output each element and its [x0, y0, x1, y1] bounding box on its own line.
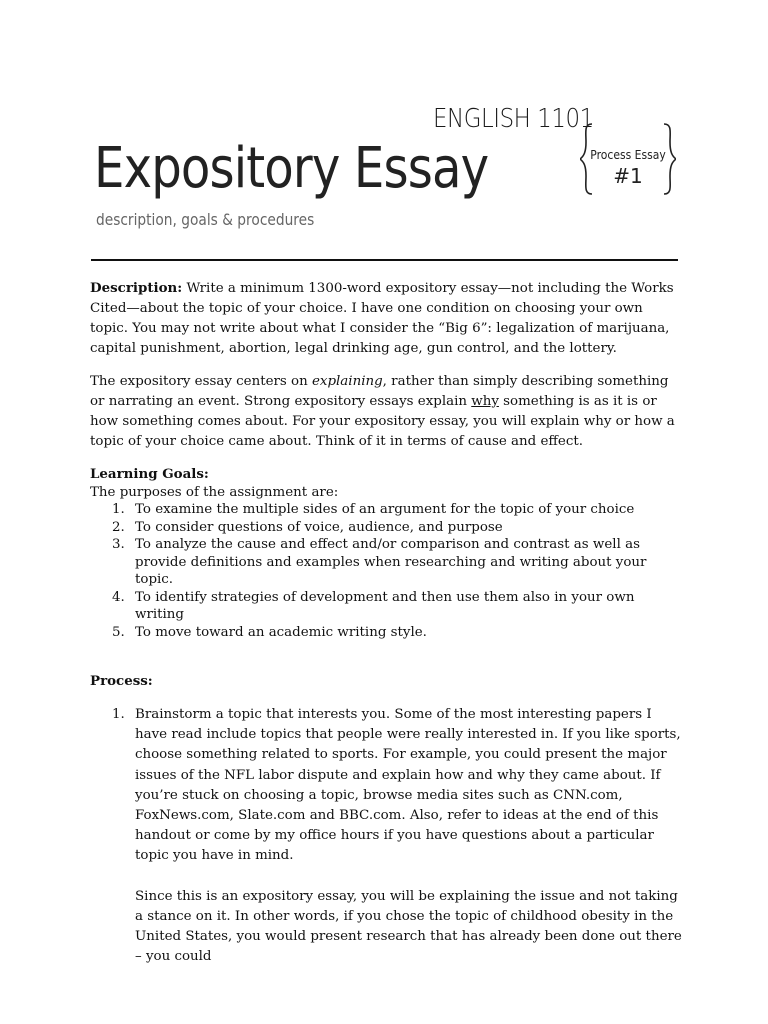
learning-goals-intro: The purposes of the assignment are: — [90, 485, 339, 500]
list-number: 1. — [112, 502, 125, 517]
process-step-text: Brainstorm a topic that interests you. Some of the most interesting papers I have read include topics that people were really interested in. If you like sports, choose something related to sports. For example, you could present the major issues of the NFL labor dispute and explain how and why they came about. If you’re stuck on choosing a topic, browse media sites such as CNN.com, FoxNews.com, Slate.com and BBC.com. Also, refer to ideas at the end of this handout or come by my office hours if you have questions about a particular topic you have in mind. — [135, 707, 681, 864]
list-item — [90, 536, 684, 589]
explaining-text-after: something is as it is or how something comes about. For your expository essay, you will explain why or how a topic of your choice came about. Think of it in terms of cause and effect. — [90, 394, 675, 449]
list-item — [90, 624, 684, 642]
list-item — [90, 589, 684, 624]
list-text: To analyze the cause and effect and/or comparison and contrast as well as provide definitions and examples when researching and writing about your topic. — [135, 537, 647, 587]
process-step-1 — [90, 705, 684, 867]
process-step-1-continued: Since this is an expository essay, you will be explaining the issue and not taking a stance on it. In other words, if you chose the topic of childhood obesity in the United States, you would present research that has already been done out there – you could — [135, 888, 682, 965]
badge-label: Process Essay — [590, 148, 666, 162]
badge-number: #1 — [613, 164, 643, 188]
explaining-text-before: The expository essay centers on — [90, 374, 312, 389]
explaining-text-middle: , rather than simply describing something or narrating an event. Strong expository essays explain — [90, 374, 669, 409]
process-step-number: 1. — [112, 707, 125, 722]
description-text: Write a minimum 1300-word expository essay—not including the Works Cited—about the topic of your choice. I have one condition on choosing your own topic. You may not write about what I consider the “Big 6”: legalization of marijuana, capital punishment, abortion, legal drinking age, gun control, and the lottery. — [90, 281, 674, 356]
course-label: ENGLISH 1101 — [433, 104, 594, 134]
list-text: To identify strategies of development and then use them also in your own writing — [135, 589, 635, 622]
learning-goals-heading: Learning Goals: — [90, 466, 209, 482]
list-item — [90, 519, 684, 537]
description-label: Description: — [90, 280, 183, 296]
list-number: 5. — [112, 624, 125, 640]
list-number: 4. — [112, 589, 125, 605]
list-text: To examine the multiple sides of an argument for the topic of your choice — [135, 502, 635, 517]
header-divider — [91, 259, 678, 261]
list-text: To consider questions of voice, audience, and purpose — [135, 519, 503, 535]
why-underlined: why — [471, 394, 499, 409]
explaining-emphasis: explaining — [311, 374, 383, 389]
page-subtitle: description, goals & procedures — [96, 210, 315, 229]
learning-goals-list — [90, 501, 684, 641]
list-number: 2. — [112, 519, 125, 535]
process-essay-badge — [580, 122, 676, 196]
list-number: 3. — [112, 537, 125, 552]
description-paragraph — [90, 278, 684, 359]
document-body — [90, 278, 684, 967]
list-item — [90, 501, 684, 519]
page-title: Expository Essay — [94, 136, 489, 201]
list-text: To move toward an academic writing style. — [135, 624, 427, 640]
explaining-paragraph — [90, 372, 684, 452]
process-heading: Process: — [90, 673, 153, 689]
